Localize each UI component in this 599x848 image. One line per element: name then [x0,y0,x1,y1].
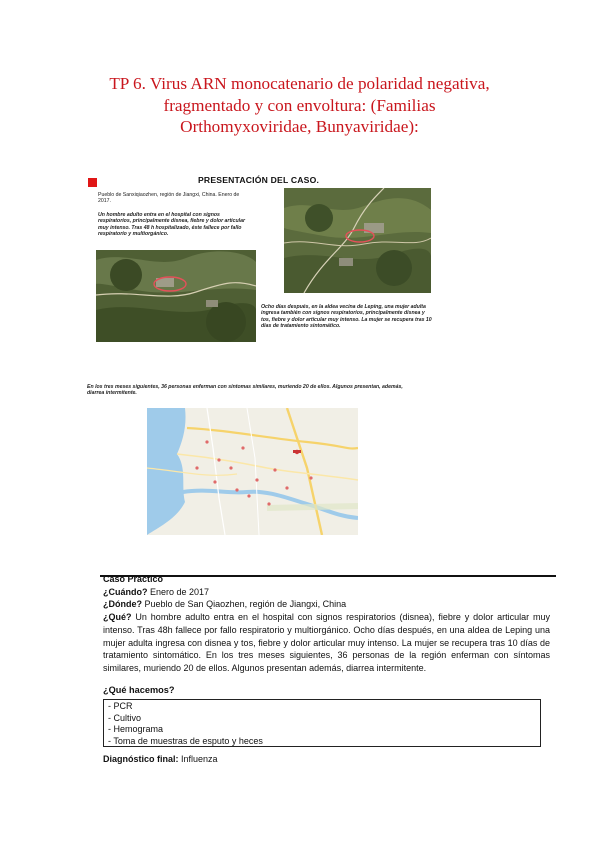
where-label: ¿Dónde? [103,599,142,610]
when-value: Enero de 2017 [150,586,210,597]
plan-item: - Hemograma [108,724,164,734]
when-label: ¿Cuándo? [103,586,148,597]
plan-heading: ¿Qué hacemos? [103,685,175,695]
final-diagnosis [103,754,218,764]
slide-outbreak-text: En los tres meses siguientes, 36 personas enferman con síntomas similares, muriendo 20 de ellos. Algunos presentan, además, diarrea intermitente. [87,384,403,397]
diagnosis-value: Influenza [181,754,218,764]
title-line-1: TP 6. Virus ARN monocatenario de polaridad negativa, [109,74,490,93]
case-heading [103,573,550,586]
diagnosis-label: Diagnóstico final: [103,754,179,764]
slide-case1-text: Un hombre adulto entra en el hospital con signos respiratorios, principalmente disnea, fiebre y dolor articular muy intenso. Tras 48 h hospitalizado, éste fallece por fallo respiratorio y multiorgánico. [98,212,246,238]
case-when [103,586,550,599]
plan-box [103,699,541,747]
slide-location-text: Pueblo de Sanxiqiaozhen, región de Jiangxi, China. Enero de 2017. [98,192,240,205]
plan-item: - Toma de muestras de esputo y heces [108,735,263,746]
plan-item: - PCR [108,701,133,711]
case-heading-text: Caso Práctico [103,574,164,584]
case-presentation-slide [86,170,436,406]
case-what [103,611,550,675]
what-label: ¿Qué? [103,612,132,623]
where-value: Pueblo de San Qiaozhen, región de Jiangxi, China [144,599,347,610]
satellite-map-sanxiqiaozhen [96,250,256,342]
case-where [103,598,550,611]
title-line-3: Orthomyxoviridae, Bunyaviridae): [180,117,419,136]
slide-heading: PRESENTACIÓN DEL CASO. [198,175,320,185]
title-line-2: fragmentado y con envoltura: (Familias [163,95,436,115]
what-value: Un hombre adulto entra en el hospital con signos respiratorios (disnea), fiebre y dolor articular muy intenso. Tras 48h fallece por fallo respiratorio y multiorgánico. Ocho días después, en una aldea de Leping una mujer adulta ingresa con disnea y tos, fiebre y dolor articular muy intenso. La mujer se recupera tras 10 días de tratamiento sintomático. En los tres meses siguientes, 36 personas de la región enferman con síntomas similares, muriendo 20 de ellos. Algunos presentan además, diarrea intermitente. [103,612,550,673]
red-square-icon [88,178,97,187]
slide-case2-text: Ocho días después, en la aldea vecina de Leping, una mujer adulta ingresa también con signos respiratorios, principalmente disnea y tos, fiebre y dolor articular muy intenso. La mujer se recupera tras 10 días de tratamiento sintomático. [261,304,432,330]
case-study-section [103,573,550,675]
page-title [60,73,539,138]
road-map-outbreak-region [147,408,358,535]
satellite-map-leping [284,188,431,293]
plan-item: - Cultivo [108,712,142,723]
